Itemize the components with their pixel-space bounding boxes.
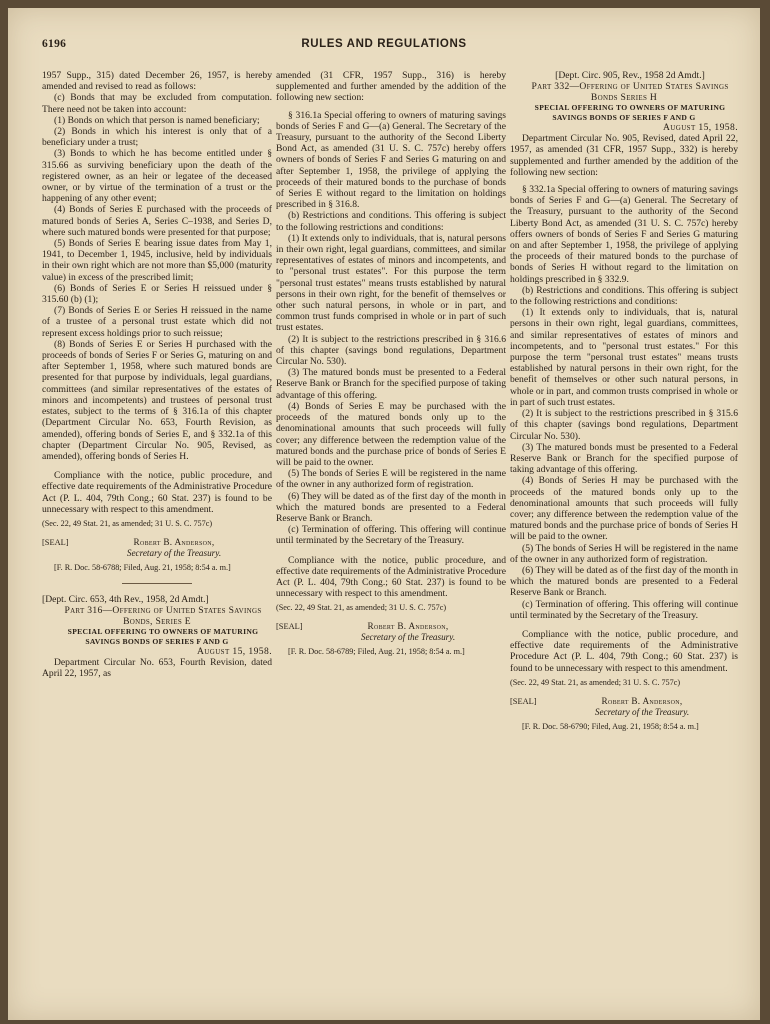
- paragraph: (b) Restrictions and conditions. This offering is subject to the following restrictions and conditions:: [510, 284, 738, 308]
- dateline: August 15, 1958.: [662, 122, 738, 134]
- paragraph: amended (31 CFR, 1957 Supp., 316) is hereby supplemented and further amended by the addition of the following new section:: [276, 70, 506, 104]
- paragraph: (b) Restrictions and conditions. This offering is subject to the following restrictions and conditions:: [276, 210, 506, 233]
- paragraph: (6) Bonds of Series E or Series H reissued under § 315.60 (b) (1);: [42, 282, 272, 306]
- compliance-paragraph: Compliance with the notice, public procedure, and effective date requirements of the Administrative Procedure Act (P. L. 404, 79th Cong.; 60 Stat. 237) is found to be unnecessary with respect to this amendment.: [42, 470, 272, 515]
- seal-mark: [SEAL]: [276, 622, 303, 632]
- citation: (Sec. 22, 49 Stat. 21, as amended; 31 U. S. C. 757c): [276, 603, 447, 613]
- paragraph: (3) The matured bonds must be presented to a Federal Reserve Bank or Branch for the specified purpose of taking advantage of this offering.: [276, 367, 506, 401]
- paragraph: (c) Termination of offering. This offering will continue until terminated by the Secretary of the Treasury.: [510, 598, 738, 621]
- paragraph: (3) Bonds to which he has become entitled under § 315.66 as surviving beneficiary upon the death of the registered owner, as an heir or legatee of the deceased owner, or by virtue of the termination of a trust or the happening of any other event;: [42, 148, 272, 205]
- signer-name: Robert B. Anderson,: [367, 621, 449, 632]
- fr-doc-note: [F. R. Doc. 58-6788; Filed, Aug. 21, 1958; 8:54 a. m.]: [54, 562, 231, 572]
- paragraph: (c) Bonds that may be excluded from computation. There need not be taken into account:: [42, 92, 272, 115]
- section-paragraph: § 332.1a Special offering to owners of maturing savings bonds of Series F and G—(a) General. The Secretary of the Treasury, pursuant to the authority of the Second Liberty Bond Act, as amended (31 U. S. C. 757c) hereby offers owners of bonds of Series F and Series G maturing on and after September 1, 1958, the privilege of applying the proceeds of their matured bonds to the purchase of bonds of Series H without regard to the limitation on holdings prescribed in § 332.9.: [510, 184, 738, 285]
- paragraph: (1) Bonds on which that person is named beneficiary;: [54, 114, 260, 126]
- citation: (Sec. 22, 49 Stat. 21, as amended; 31 U. S. C. 757c): [42, 518, 213, 528]
- paragraph: (1) It extends only to individuals, that is, natural persons in their own right, legal guardians, committees, and similar representatives of estates of minors and incompetents, and to "personal trust estates". For this purpose the term "personal trust estates" means trusts established by natural persons in their own right, for the benefit of themselves or other such natural persons, in whole or in part, and common trust funds comprised in whole or in part of such trust estates.: [276, 232, 506, 334]
- paragraph: (4) Bonds of Series E may be purchased with the proceeds of the matured bonds only up to the denominational amounts that such proceeds will fully cover; any difference between the redemption value of the matured bonds and the purchase price of bonds of Series E will be paid to the owner.: [276, 400, 506, 468]
- paragraph: (5) Bonds of Series E bearing issue dates from May 1, 1941, to December 1, 1945, inclusive, held by individuals in their own right which are not more than $5,000 (maturity value) in excess of the prescribed limit;: [42, 238, 272, 283]
- signature-block: [276, 621, 506, 643]
- paragraph: 1957 Supp., 315) dated December 26, 1957, is hereby amended and revised to read as follows:: [42, 70, 272, 93]
- paragraph: (7) Bonds of Series E or Series H reissued in the name of a trustee of a personal trust estate which did not represent excess holdings prior to such reissue;: [42, 305, 272, 339]
- signer-title: Secretary of the Treasury.: [126, 547, 222, 558]
- page-number: 6196: [42, 38, 67, 50]
- paragraph: Department Circular No. 905, Revised, dated April 22, 1957, as amended (31 CFR, 1957 Supp., 332) is hereby supplemented and further amended by the addition of the following new section:: [510, 133, 738, 178]
- citation: (Sec. 22, 49 Stat. 21, as amended; 31 U. S. C. 757c): [510, 677, 681, 687]
- paragraph: (6) They will be dated as of the first day of the month in which the matured bonds are presented to a Federal Reserve Bank or Branch.: [276, 490, 506, 524]
- column-3: [510, 70, 738, 732]
- signer-title: Secretary of the Treasury.: [360, 632, 456, 643]
- paragraph: (c) Termination of offering. This offering will continue until terminated by the Secretary of the Treasury.: [276, 524, 506, 547]
- compliance-paragraph: Compliance with the notice, public procedure, and effective date requirements of the Administrative Procedure Act (P. L. 404, 79th Cong.; 60 Stat. 237) is found to be unnecessary with respect to this amendment.: [276, 554, 506, 600]
- paragraph: (4) Bonds of Series E purchased with the proceeds of matured bonds of Series A, Series C–1938, and Series D, where such matured bonds were presented for that purpose;: [42, 204, 272, 238]
- signer-name: Robert B. Anderson,: [133, 536, 215, 547]
- section-paragraph: § 316.1a Special offering to owners of maturing savings bonds of Series F and G—(a) General. The Secretary of the Treasury, pursuant to the authority of the Second Liberty Bond Act, as amended (31 U. S. C. 757c) hereby offers owners of bonds of Series F and Series G maturing on and after September 1, 1958, the privilege of applying the proceeds of their matured bonds to the purchase of bonds of Series E without regard to the limitation on holdings prescribed in § 316.8.: [276, 109, 506, 211]
- running-title: RULES AND REGULATIONS: [301, 38, 467, 50]
- paragraph: (2) It is subject to the restrictions prescribed in § 316.6 of this chapter (savings bond regulations, Department Circular No. 530).: [276, 333, 506, 368]
- document-page: [8, 8, 760, 1020]
- compliance-paragraph: Compliance with the notice, public procedure, and effective date requirements of the Administrative Procedure Act (P. L. 404, 79th Cong.; 60 Stat. 237) is found to be unnecessary with respect to this amendment.: [510, 628, 738, 674]
- column-2: [276, 70, 506, 657]
- paragraph: (8) Bonds of Series E or Series H purchased with the proceeds of bonds of Series F or Series G, maturing on and after September 1, 1958, where such matured bonds are presented for that purpose by individuals, legal guardians, committees (and similar representatives of the estates of minors and incompetents) and trustees of personal trust estates, subject to the terms of § 316.1a of this chapter (Department Circular No. 653, Fourth Revision, as amended), offering bonds of Series E, and § 332.1a of this chapter (Department Circular No. 905, Revised, as amended), offering bonds of Series H.: [42, 338, 272, 462]
- fr-doc-note: [F. R. Doc. 58-6789; Filed, Aug. 21, 1958; 8:54 a. m.]: [288, 647, 465, 657]
- page-header: [8, 38, 760, 56]
- paragraph: (1) It extends only to individuals, that is, natural persons in their own right, legal guardians, committees, and similar representatives of estates of minors and incompetents, and to "personal trust estates." For this purpose the term "personal trust estates" means trusts established by natural persons in their own right, for the benefit of themselves or other such natural persons, in whole or in part, and common trusts comprised in whole or in part of such trust estates.: [510, 307, 738, 408]
- section-caps-heading: SPECIAL OFFERING TO OWNERS OF MATURING SAVINGS BONDS OF SERIES F AND G: [534, 103, 726, 122]
- paragraph: (2) It is subject to the restrictions prescribed in § 315.6 of this chapter (savings bond regulations, Department Circular No. 530).: [510, 408, 738, 442]
- part-heading: Part 316—Offering of United States Savings Bonds, Series E: [64, 605, 262, 628]
- paragraph: Department Circular No. 653, Fourth Revision, dated April 22, 1957, as: [42, 657, 272, 680]
- paragraph: (4) Bonds of Series H may be purchased with the proceeds of the matured bonds only up to the denominational amounts that such proceeds will fully cover; any difference between the redemption value of the matured bonds and the purchase price of bonds of Series H will be paid to the owner.: [510, 475, 738, 543]
- signer-name: Robert B. Anderson,: [601, 695, 683, 706]
- paragraph: (5) The bonds of Series H will be registered in the name of the owner in any authorized form of registration.: [510, 542, 738, 565]
- part-heading: Part 332—Offering of United States Savings Bonds Series H: [531, 81, 729, 104]
- dept-circular-ref: [Dept. Circ. 905, Rev., 1958 2d Amdt.]: [555, 70, 705, 81]
- fr-doc-note: [F. R. Doc. 58-6790; Filed, Aug. 21, 1958; 8:54 a. m.]: [522, 721, 699, 731]
- seal-mark: [SEAL]: [42, 537, 69, 547]
- dept-circular-ref: [Dept. Circ. 653, 4th Rev., 1958, 2d Amdt.]: [42, 593, 209, 605]
- paragraph: (2) Bonds in which his interest is only that of a beneficiary under a trust;: [42, 126, 272, 149]
- signature-block: [42, 537, 272, 559]
- divider: [122, 583, 192, 584]
- paragraph: (5) The bonds of Series E will be registered in the name of the owner in any authorized form of registration.: [276, 468, 506, 491]
- signer-title: Secretary of the Treasury.: [594, 706, 690, 717]
- paragraph: (6) They will be dated as of the first day of the month in which the matured bonds are presented to a Federal Reserve Bank or Branch.: [510, 564, 738, 599]
- signature-block: [510, 696, 738, 718]
- column-1: [42, 70, 272, 680]
- paragraph: (3) The matured bonds must be presented to a Federal Reserve Bank or Branch for the specified purpose of taking advantage of this offering.: [510, 441, 738, 476]
- seal-mark: [SEAL]: [510, 696, 537, 706]
- dateline: August 15, 1958.: [196, 645, 272, 657]
- section-caps-heading: SPECIAL OFFERING TO OWNERS OF MATURING SAVINGS BONDS OF SERIES F AND G: [67, 627, 259, 646]
